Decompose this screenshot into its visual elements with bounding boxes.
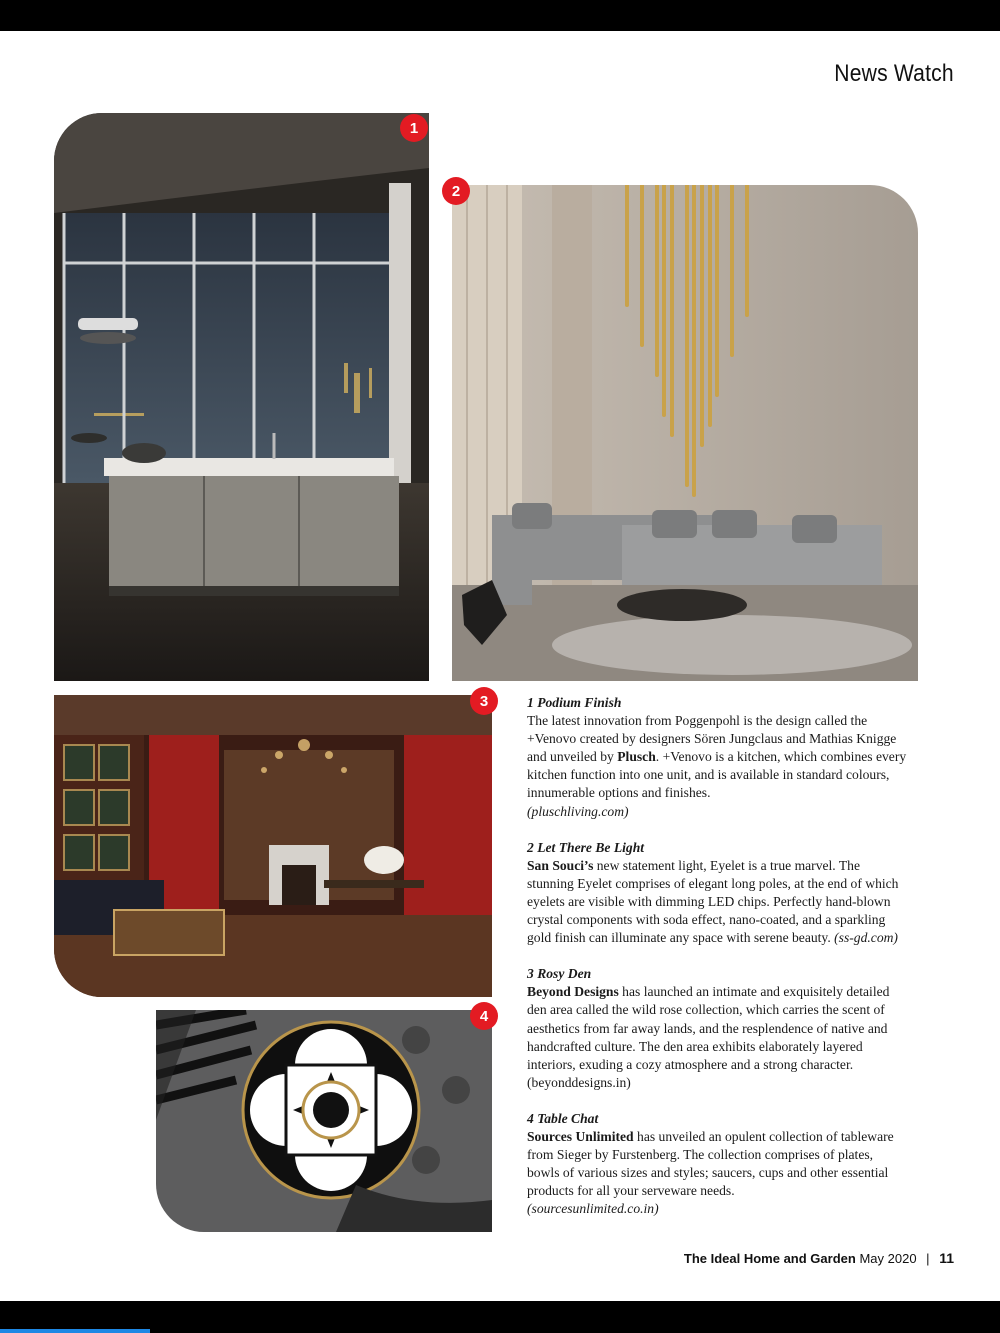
article-text: new statement light, Eyelet is a true marvel. The stunning Eyelet comprises of elegant long poles, at the end of which eyelets are visible with dimming LED chips. Perfectly hand-blown crystal components with soda effect, nano-coated, and a sparkling gold finish can illuminate any space with serene beauty. xyxy=(527,857,899,946)
progress-accent xyxy=(0,1329,150,1333)
article-text: . +Venovo is a kitchen, which combines every kitchen function into one unit, and is available in standard colours, innumerable options and finishes. xyxy=(527,749,907,801)
article-text: The latest innovation from Poggenpohl is the design called the +Venovo created by designers Sören Jungclaus and Mathias Knigge and unveiled by xyxy=(527,713,897,765)
photo-tableware xyxy=(156,1010,492,1232)
top-bar xyxy=(0,0,1000,31)
badge-4: 4 xyxy=(470,1002,498,1030)
brand-name: Plusch xyxy=(617,749,656,765)
brand-name: Sources Unlimited xyxy=(527,1128,634,1144)
brand-name: San Souci’s xyxy=(527,857,594,873)
page-footer xyxy=(684,1250,954,1266)
article-reference: (ss-gd.com) xyxy=(834,930,898,946)
brand-name: Beyond Designs xyxy=(527,984,619,1000)
article-reference: (sourcesunlimited.co.in) xyxy=(527,1201,659,1217)
badge-2: 2 xyxy=(442,177,470,205)
article-reference: (pluschliving.com) xyxy=(527,803,629,819)
page-number: 11 xyxy=(939,1250,954,1266)
section-title: News Watch xyxy=(834,60,954,87)
bottom-bar xyxy=(0,1301,1000,1333)
article-text: has unveiled an opulent collection of tableware from Sieger by Furstenberg. The collection comprises of plates, bowls of various sizes and styles; saucers, cups and other essential products for all your serveware needs. xyxy=(527,1128,894,1199)
article-podium-finish xyxy=(527,694,907,821)
article-text: has launched an intimate and exquisitely detailed den area called the wild rose collection, which carries the scent of aesthetics from far away lands, and the resplendence of native and handcrafted culture. The den area exhibits elaborately layered interiors, exuding a cozy atmosphere and a strong character. (beyonddesigns.in) xyxy=(527,984,890,1090)
article-heading: 3 Rosy Den xyxy=(527,966,592,982)
article-body xyxy=(527,712,907,821)
issue-date: May 2020 xyxy=(859,1251,917,1266)
article-heading: 4 Table Chat xyxy=(527,1110,599,1126)
badge-3: 3 xyxy=(470,687,498,715)
article-rosy-den xyxy=(527,965,907,1092)
photo-den xyxy=(54,695,492,997)
article-table-chat xyxy=(527,1110,907,1219)
article-heading: 2 Let There Be Light xyxy=(527,839,645,855)
magazine-name: The Ideal Home and Garden xyxy=(683,1251,856,1266)
article-heading: 1 Podium Finish xyxy=(527,695,622,710)
badge-1: 1 xyxy=(400,114,428,142)
footer-separator: | xyxy=(926,1251,930,1266)
photo-living-room xyxy=(452,185,918,681)
article-column xyxy=(527,694,907,1236)
article-let-there-be-light xyxy=(527,839,907,948)
article-body xyxy=(527,857,907,947)
photo-kitchen xyxy=(54,113,429,681)
article-body xyxy=(527,1128,907,1218)
article-body xyxy=(527,983,907,1092)
